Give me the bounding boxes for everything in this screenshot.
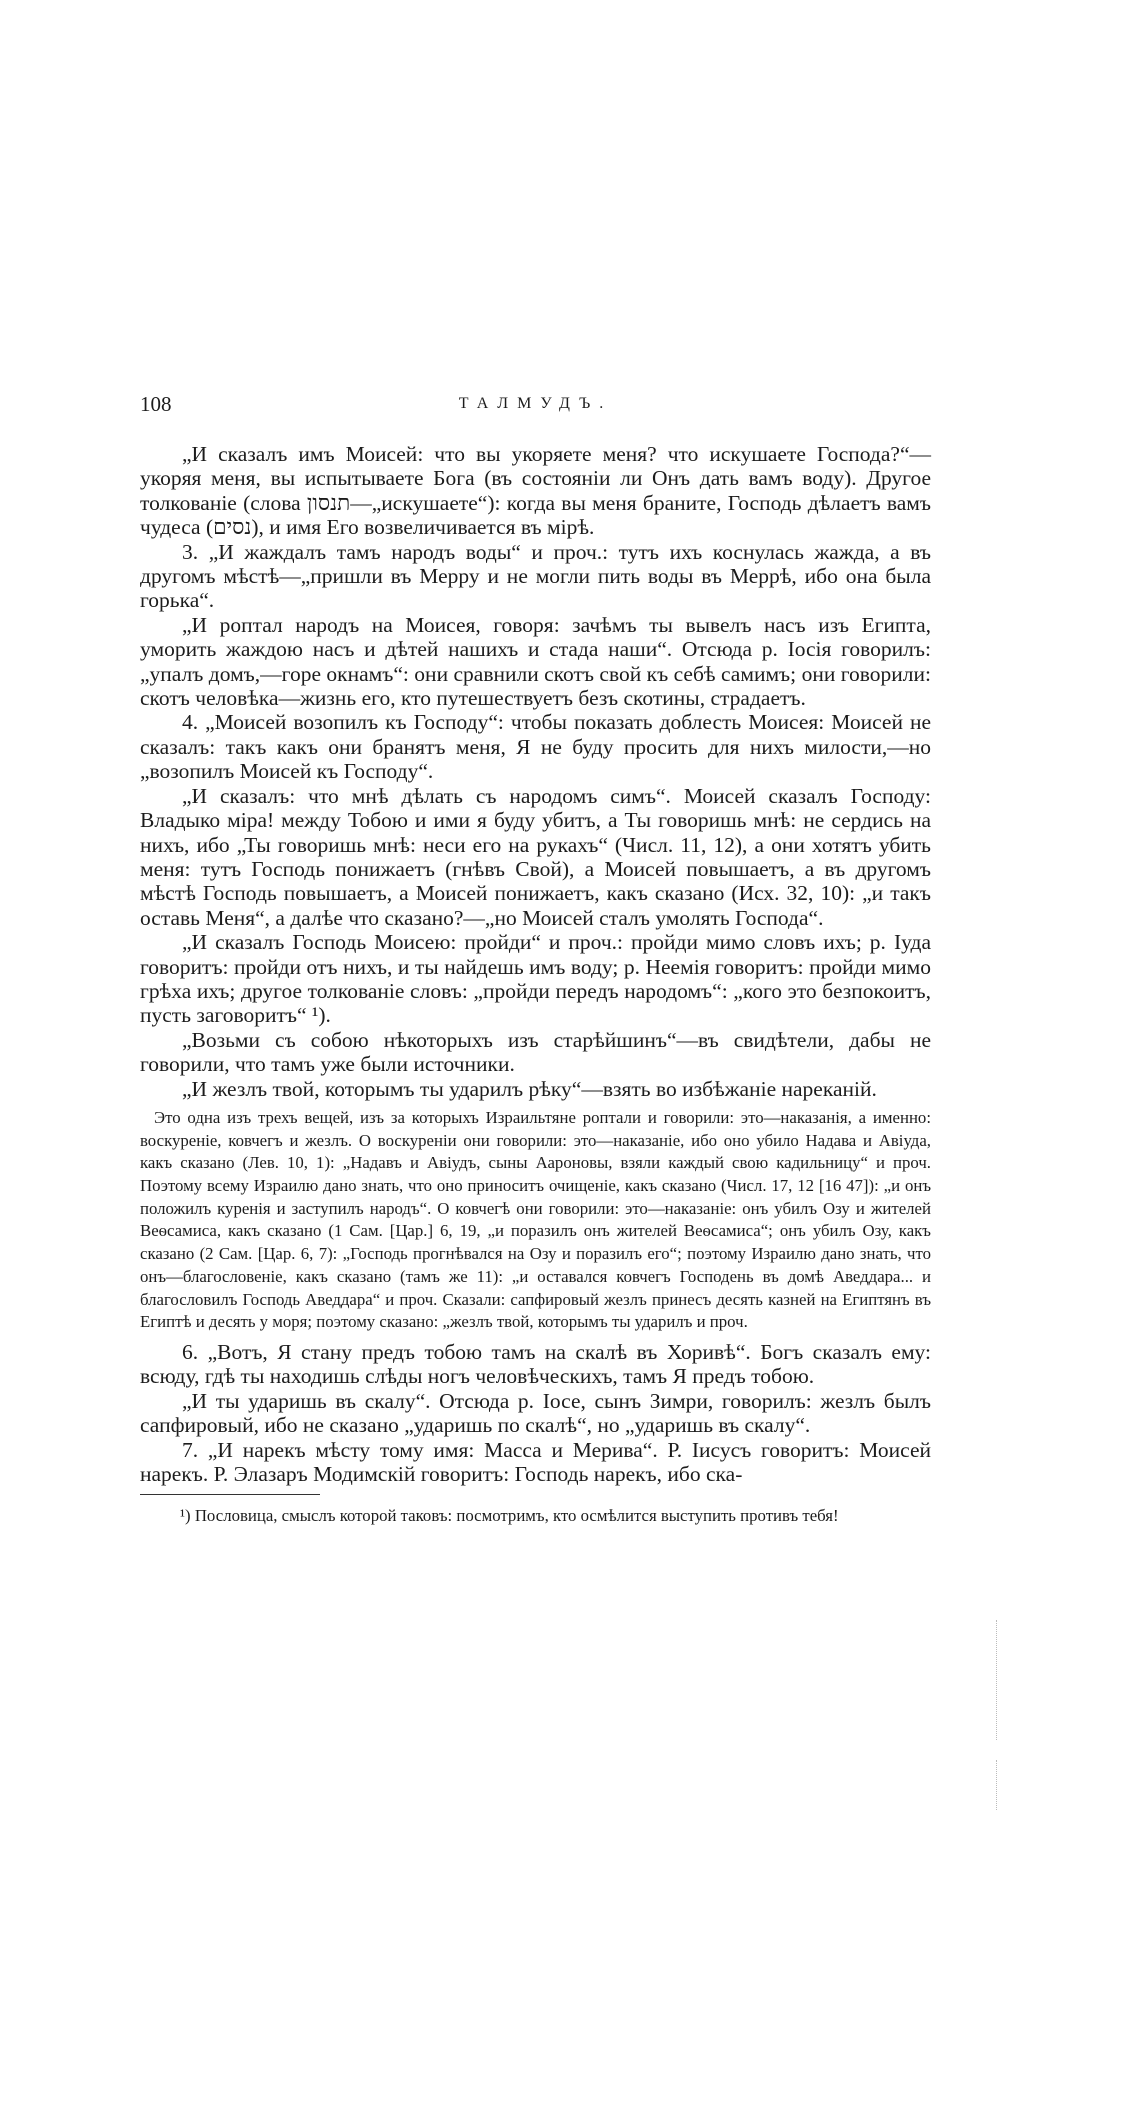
commentary-note: Это одна изъ трехъ вещей, изъ за которыхъ Израильтяне роптали и говорили: это—наказанiя, а именно: воскуренiе, ковчегъ и жезлъ. О воскуренiи они говорили: это—наказанiе, ибо оно убило Надава и Авiуда, какъ сказано (Лев. 10, 1): „Надавъ и Авiудъ, сыны Аароновы, взяли каждый свою кадильницу“ и проч. Поэтому всему Израилю дано знать, что оно приноситъ очищенiе, какъ сказано (Числ. 17, 12 [16 47]): „и онъ положилъ куренiя и заступилъ народъ“. О ковчегѣ они говорили: это—наказанiе: онъ убилъ Озу и жителей Веѳсамиса, какъ сказано (1 Сам. [Цар.] 6, 19, „и поразилъ онъ жителей Веѳсамиса“; онъ убилъ Озу, какъ сказано (2 Сам. [Цар. 6, 7): „Господь прогнѣвался на Озу и поразилъ его“; поэтому Израилю дано знать, что онъ—благословенiе, какъ сказано (тамъ же 11): „и оставался ковчегъ Господень въ домѣ Аведдара... и благословилъ Господь Аведдара“ и проч. Сказали: сапфировый жезлъ принесъ десять казней на Египтянъ въ Египтѣ и десять у моря; поэтому сказано: „жезлъ твой, которымъ ты ударилъ и проч. bbox=[140, 1107, 931, 1332]
paragraph: „Возьми съ собою нѣкоторыхъ изъ старѣйшинъ“—въ свидѣтели, дабы не говорили, что тамъ уже были источники. bbox=[140, 1027, 931, 1077]
paragraph: „И сказалъ Господь Моисею: пройди“ и проч.: пройди мимо словъ ихъ; р. Iуда говоритъ: пройди отъ нихъ, и ты найдешь имъ воду; р. Неемiя говоритъ: пройди мимо грѣха ихъ; другое толкованiе словъ: „пройди передъ народомъ“: „кого это безпокоитъ, пусть заговоритъ“ ¹). bbox=[140, 930, 931, 1028]
paragraph: 4. „Моисей возопилъ къ Господу“: чтобы показать доблесть Моисея: Моисей не сказалъ: такъ какъ они бранятъ меня, Я не буду просить для нихъ милости,—но „возопилъ Моисей къ Господу“. bbox=[140, 710, 931, 784]
paragraph: „И роптал народъ на Моисея, говоря: зачѣмъ ты вывелъ насъ изъ Египта, уморить жаждою насъ и дѣтей нашихъ и стада наши“. Отсюда р. Iосiя говорилъ: „упалъ домъ,—горе окнамъ“: они сравнили скотъ свой къ себѣ самимъ; они говорили: скотъ человѣка—жизнь его, кто путешествуетъ безъ скотины, страдаетъ. bbox=[140, 612, 931, 711]
page-number: 108 bbox=[140, 392, 172, 416]
page-edge-mark bbox=[996, 1620, 997, 1740]
book-page bbox=[140, 392, 931, 1528]
paragraph: 3. „И жаждалъ тамъ народъ воды“ и проч.: тутъ ихъ коснулась жажда, а въ другомъ мѣстѣ—„пришли въ Мерру и не могли пить воды въ Меррѣ, ибо она была горька“. bbox=[140, 539, 931, 613]
page-edge-mark bbox=[996, 1760, 997, 1810]
paragraph: „И ты ударишь въ скалу“. Отсюда р. Iосе, сынъ Зимри, говорилъ: жезлъ былъ сапфировый, ибо не сказано „ударишь по скалѣ“, но „ударишь въ скалу“. bbox=[140, 1388, 931, 1438]
paragraph: 6. „Вотъ, Я стану предъ тобою тамъ на скалѣ въ Хоривѣ“. Богъ сказалъ ему: всюду, гдѣ ты находишь слѣды ногъ человѣческихъ, тамъ Я предъ тобою. bbox=[140, 1340, 931, 1389]
footnote-divider bbox=[140, 1494, 320, 1495]
paragraph: „И сказалъ: что мнѣ дѣлать съ народомъ симъ“. Моисей сказалъ Господу: Владыко мiра! между Тобою и ими я буду убитъ, а Ты говоришь мнѣ: не сердись на нихъ, ибо „Ты говоришь мнѣ: неси его на рукахъ“ (Числ. 11, 12), а они хотятъ убить меня: тутъ Господь понижаетъ (гнѣвъ Свой), а Моисей повышаетъ, а въ другомъ мѣстѣ Господь повышаетъ, а Моисей понижаетъ, какъ сказано (Исх. 32, 10): „и такъ оставь Меня“, а далѣе что сказано?—„но Моисей сталъ умолять Господа“. bbox=[140, 783, 931, 930]
paragraph: „И сказалъ имъ Моисей: что вы укоряете меня? что искушаете Господа?“—укоряя меня, вы испытываете Бога (въ состоянiи ли Онъ дать вамъ воду). Другое толкованiе (слова תנסון—„искушаете“): когда вы меня браните, Господь дѣлаетъ вамъ чудеса (נסים), и имя Его возвеличивается въ мiрѣ. bbox=[140, 442, 932, 540]
running-title: ТАЛМУДЪ. bbox=[458, 395, 613, 412]
paragraph: 7. „И нарекъ мѣсту тому имя: Масса и Мерива“. Р. Iисусъ говоритъ: Моисей нарекъ. Р. Элазаръ Модимскiй говоритъ: Господь нарекъ, ибо ска- bbox=[140, 1437, 931, 1487]
page-header bbox=[140, 392, 931, 422]
body-text bbox=[140, 442, 931, 1486]
paragraph: „И жезлъ твой, которымъ ты ударилъ рѣку“—взять во избѣжанiе нареканiй. bbox=[182, 1076, 877, 1101]
footnote: ¹) Пословица, смыслъ которой таковъ: посмотримъ, кто осмѣлится выступить противъ тебя! bbox=[180, 1506, 839, 1526]
